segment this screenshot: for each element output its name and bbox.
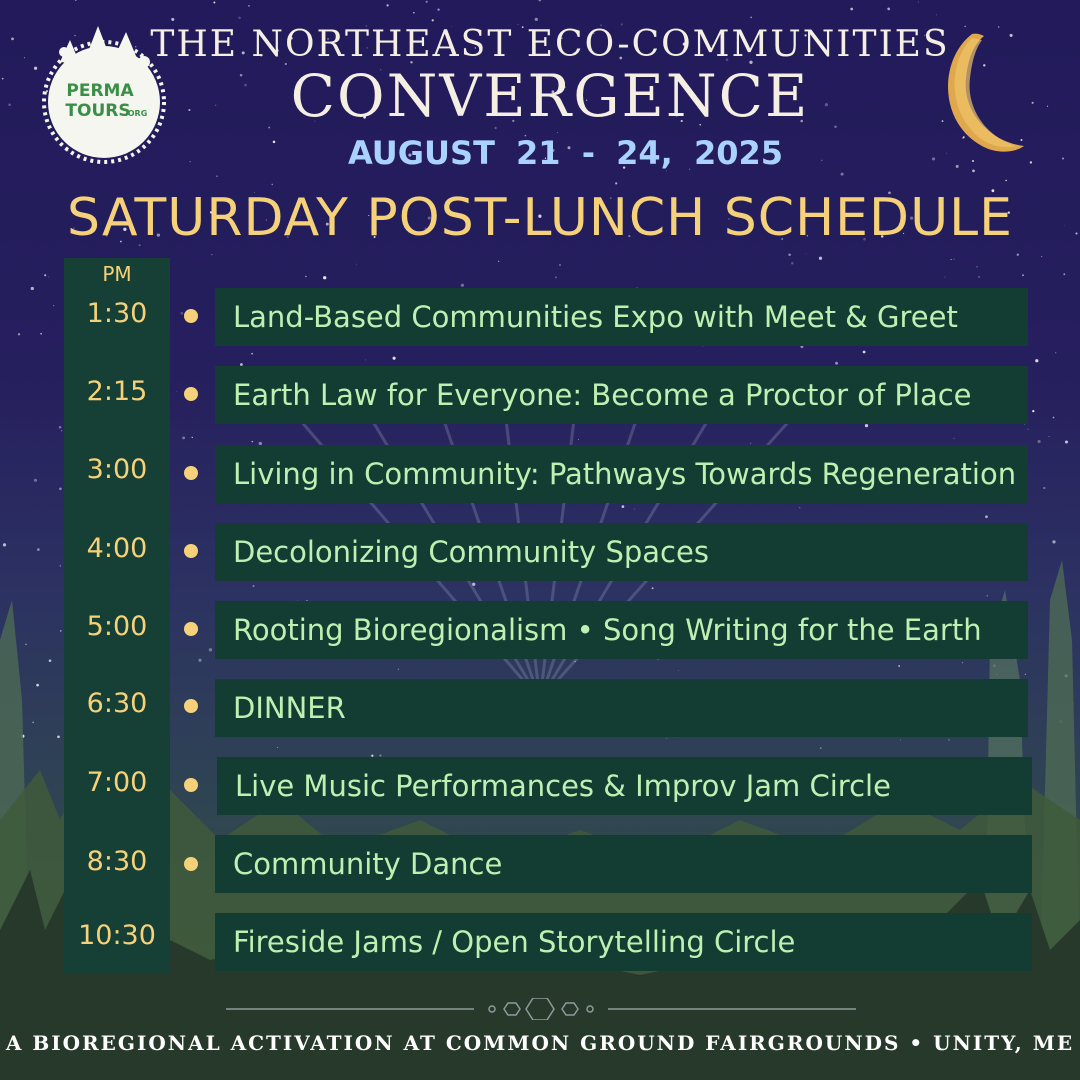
star-decoration (666, 738, 667, 739)
star-decoration (978, 276, 980, 278)
star-decoration (461, 284, 464, 287)
star-decoration (181, 312, 184, 315)
star-decoration (557, 132, 558, 133)
event-dates: AUGUST 21 - 24, 2025 (348, 134, 784, 172)
schedule-time: 8:30 (86, 846, 148, 877)
star-decoration (209, 648, 212, 651)
star-decoration (678, 670, 679, 671)
star-decoration (578, 439, 579, 440)
schedule-title: Earth Law for Everyone: Become a Proctor of Place (233, 378, 972, 412)
star-decoration (32, 722, 33, 723)
star-decoration (652, 587, 654, 589)
star-decoration (1053, 417, 1055, 419)
bullet-dot-icon (184, 857, 198, 871)
star-decoration (539, 0, 542, 1)
schedule-title: DINNER (233, 691, 346, 725)
bullet-dot-icon (184, 622, 198, 636)
schedule-title: Rooting Bioregionalism • Song Writing for the Earth (233, 613, 982, 647)
star-decoration (53, 305, 54, 306)
star-decoration (25, 644, 26, 645)
star-decoration (177, 391, 178, 392)
star-decoration (962, 662, 963, 663)
schedule-bar (215, 523, 1028, 581)
schedule-time: 2:15 (86, 376, 148, 407)
logo-suffix: .ORG (124, 109, 148, 118)
star-decoration (213, 2, 215, 4)
star-decoration (1017, 254, 1019, 256)
star-decoration (956, 165, 959, 168)
star-decoration (40, 333, 42, 335)
star-decoration (252, 585, 254, 587)
logo-line1: PERMA (66, 81, 134, 101)
star-decoration (57, 735, 60, 738)
star-decoration (75, 0, 76, 1)
star-decoration (634, 509, 635, 510)
star-decoration (985, 515, 988, 518)
star-decoration (821, 160, 822, 161)
schedule-bar (215, 913, 1032, 971)
star-decoration (48, 276, 49, 277)
schedule-title: Community Dance (233, 847, 503, 881)
schedule-time: 4:00 (86, 533, 148, 564)
star-decoration (59, 488, 62, 491)
bullet-dot-icon (184, 544, 198, 558)
star-decoration (198, 659, 201, 662)
star-decoration (1032, 410, 1034, 412)
star-decoration (1065, 440, 1068, 443)
star-decoration (1028, 429, 1029, 430)
schedule-title: Living in Community: Pathways Towards Regeneration (233, 457, 1017, 491)
star-decoration (555, 276, 557, 278)
star-decoration (936, 15, 937, 16)
star-decoration (61, 430, 62, 431)
star-decoration (918, 2, 919, 3)
star-decoration (1043, 487, 1045, 489)
star-decoration (535, 18, 538, 21)
star-decoration (18, 333, 20, 335)
star-decoration (951, 259, 952, 260)
star-decoration (37, 548, 40, 551)
star-decoration (3, 543, 6, 546)
star-decoration (31, 287, 34, 290)
star-decoration (248, 5, 250, 7)
star-decoration (60, 565, 61, 566)
star-decoration (305, 276, 306, 277)
schedule-bar (215, 366, 1028, 424)
star-decoration (365, 359, 366, 360)
schedule-bar (217, 757, 1032, 815)
star-decoration (850, 8, 853, 11)
schedule-bar (215, 835, 1032, 893)
schedule-bar (215, 601, 1028, 659)
star-decoration (356, 264, 357, 265)
star-decoration (863, 351, 866, 354)
star-decoration (34, 479, 37, 482)
schedule-time: 6:30 (86, 688, 148, 719)
star-decoration (171, 18, 174, 21)
star-decoration (386, 4, 388, 6)
star-decoration (498, 261, 499, 262)
star-decoration (972, 160, 974, 162)
star-decoration (953, 259, 954, 260)
star-decoration (788, 254, 791, 256)
schedule-title: Live Music Performances & Improv Jam Circle (235, 769, 891, 803)
star-decoration (1038, 440, 1041, 443)
star-decoration (323, 276, 326, 279)
period-label: PM (102, 262, 132, 286)
schedule-title: Decolonizing Community Spaces (233, 535, 709, 569)
star-decoration (192, 437, 193, 438)
schedule-bar (215, 288, 1028, 346)
star-decoration (1052, 540, 1055, 543)
star-decoration (1035, 359, 1038, 362)
star-decoration (1063, 273, 1065, 275)
event-title-main: CONVERGENCE (290, 62, 810, 130)
star-decoration (426, 1, 428, 3)
star-decoration (819, 257, 822, 260)
star-decoration (211, 254, 212, 255)
star-decoration (44, 274, 46, 276)
star-decoration (1030, 161, 1032, 163)
star-decoration (615, 182, 617, 184)
star-decoration (972, 170, 975, 173)
star-decoration (1025, 674, 1026, 675)
star-decoration (1022, 274, 1024, 276)
star-decoration (216, 175, 217, 176)
schedule-time: 5:00 (86, 611, 148, 642)
star-decoration (393, 357, 396, 360)
event-title-line1: THE NORTHEAST ECO-COMMUNITIES (150, 24, 950, 65)
bullet-dot-icon (184, 387, 198, 401)
star-decoration (182, 436, 185, 439)
star-decoration (1049, 436, 1050, 437)
star-decoration (437, 8, 439, 10)
star-decoration (432, 19, 434, 21)
star-decoration (238, 16, 241, 19)
star-decoration (900, 740, 901, 741)
star-decoration (190, 161, 191, 162)
star-decoration (750, 443, 751, 444)
schedule-title: Fireside Jams / Open Storytelling Circle (233, 925, 796, 959)
star-decoration (251, 353, 253, 355)
star-decoration (953, 438, 954, 439)
star-decoration (413, 12, 415, 14)
star-decoration (271, 184, 273, 186)
star-decoration (948, 739, 949, 740)
star-decoration (1041, 256, 1042, 257)
bullet-dot-icon (184, 466, 198, 480)
bullet-dot-icon (184, 309, 198, 323)
star-decoration (49, 659, 52, 662)
star-decoration (799, 507, 801, 509)
bullet-dot-icon (184, 699, 198, 713)
star-decoration (750, 17, 752, 19)
star-decoration (791, 262, 794, 265)
star-decoration (273, 141, 276, 144)
star-decoration (622, 505, 625, 508)
star-decoration (987, 595, 989, 597)
schedule-bar (215, 445, 1028, 503)
star-decoration (59, 426, 62, 429)
schedule-headline: SATURDAY POST-LUNCH SCHEDULE (67, 188, 1013, 248)
schedule-bar (215, 679, 1028, 737)
star-decoration (945, 277, 946, 278)
hexagon-divider-icon (226, 998, 856, 1020)
star-decoration (898, 665, 900, 667)
logo-line2: TOURS (65, 101, 131, 121)
star-decoration (820, 747, 822, 749)
star-decoration (976, 266, 978, 268)
star-decoration (1055, 352, 1056, 353)
star-decoration (252, 441, 253, 442)
bullet-dot-icon (184, 778, 198, 792)
schedule-time: 1:30 (86, 298, 148, 329)
star-decoration (60, 630, 62, 632)
star-decoration (887, 8, 890, 11)
star-decoration (806, 254, 807, 255)
star-decoration (559, 264, 561, 266)
star-decoration (1062, 157, 1064, 159)
footer-tagline: A BIOREGIONAL ACTIVATION AT COMMON GROUND FAIRGROUNDS • UNITY, ME (5, 1031, 1075, 1055)
star-decoration (398, 669, 399, 670)
star-decoration (835, 362, 838, 365)
star-decoration (841, 173, 844, 176)
star-decoration (277, 747, 278, 748)
schedule-title: Land-Based Communities Expo with Meet & Greet (233, 300, 958, 334)
schedule-time: 10:30 (78, 920, 156, 951)
star-decoration (1005, 180, 1007, 182)
star-decoration (932, 157, 935, 160)
star-decoration (36, 684, 39, 687)
schedule-time: 3:00 (86, 454, 148, 485)
schedule-time: 7:00 (86, 767, 148, 798)
star-decoration (865, 424, 868, 427)
